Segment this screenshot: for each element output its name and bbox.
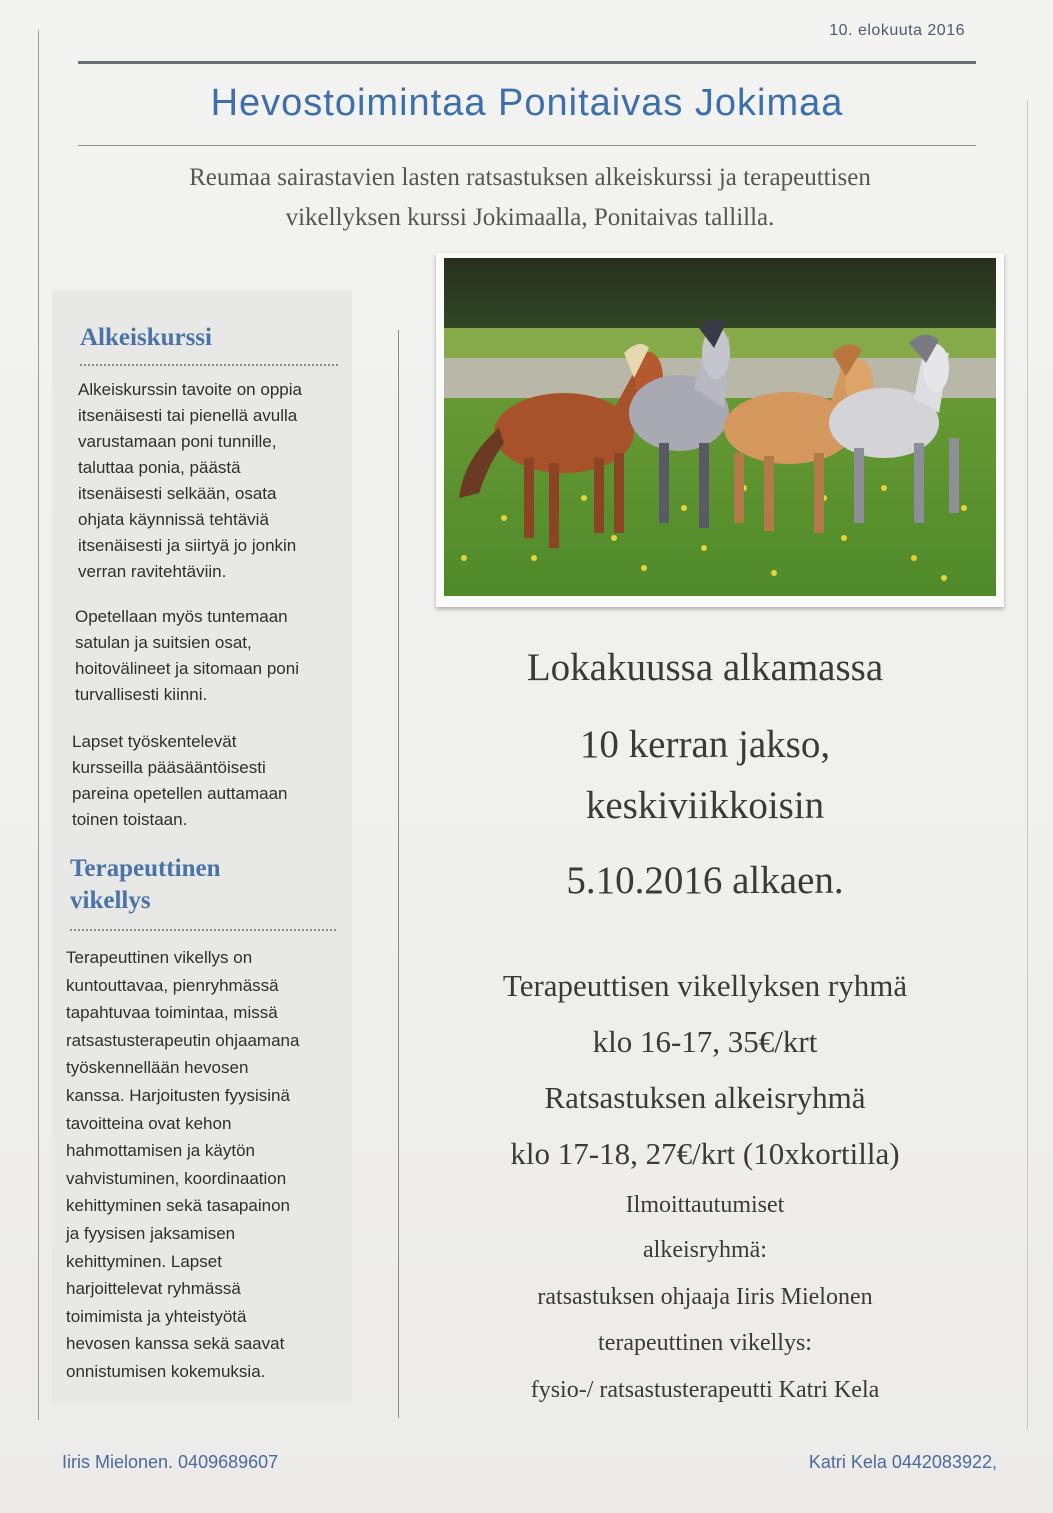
sidebar-paragraph [78,377,302,585]
text-line: Terapeuttinen vikellys on [66,948,253,967]
subtitle-line: Reumaa sairastavien lasten ratsastuksen alkeiskurssi ja terapeuttisen [189,164,871,191]
sidebar-paragraph [75,604,299,708]
ponies-photo [436,253,1004,607]
registration-line: terapeuttinen vikellys: [598,1330,812,1356]
text-line: satulan ja suitsien osat, [75,633,252,652]
group-name: Terapeuttisen vikellyksen ryhmä [502,968,908,1003]
text-line: ratsastusterapeutin ohjaamana [66,1030,300,1050]
subtitle [90,158,970,238]
group-name: Ratsastuksen alkeisryhmä [544,1080,866,1115]
dotted-divider [80,364,338,366]
page-title: Hevostoimintaa Ponitaivas Jokimaa [210,82,844,124]
footer-contact-right: Katri Kela 0442083922, [808,1452,997,1472]
footer-contact-left: Iiris Mielonen. 0409689607 [62,1452,279,1472]
text-line: itsenäisesti tai pienellä avulla [78,406,298,425]
registration-title: Ilmoittautumiset [625,1192,785,1218]
sidebar-paragraph [72,729,288,833]
registration-line: fysio-/ ratsastusterapeutti Katri Kela [530,1377,880,1403]
title-rule [78,145,976,146]
text-line: toimimista ja yhteistyötä [66,1306,247,1326]
text-line: kuntouttavaa, pienryhmässä [66,975,279,995]
text-line: ohjata käynnissä tehtäviä [78,510,269,529]
text-line: kanssa. Harjoitusten fyysisinä [66,1085,290,1105]
text-line: verran ravitehtäviin. [78,562,227,581]
registration-line: alkeisryhmä: [643,1237,767,1263]
registration-line: ratsastuksen ohjaaja Iiris Mielonen [537,1284,873,1310]
text-line: itsenäisesti ja siirtyä jo jonkin [78,536,297,555]
text-line: työskennellään hevosen [66,1058,249,1078]
text-line: toinen toistaan. [72,810,188,829]
subtitle-line: vikellyksen kurssi Jokimaalla, Ponitaivas tallilla. [285,204,775,231]
text-line: onnistumisen kokemuksia. [66,1361,266,1381]
announcement-line: 10 kerran jakso, [579,723,831,766]
text-line: hevosen kanssa sekä saavat [66,1334,285,1354]
text-line: tapahtuvaa toimintaa, missä [66,1003,278,1023]
date-label: 10. elokuuta 2016 [829,22,965,39]
text-line: kehittyminen. Lapset [66,1251,222,1271]
sidebar-heading-alkeiskurssi: Alkeiskurssi [80,324,212,351]
column-divider [398,330,399,1418]
sidebar-heading-vikellys [70,853,220,917]
text-line: varustamaan poni tunnille, [78,432,277,451]
page-right-edge [1027,100,1028,1430]
dotted-divider [70,929,336,931]
text-line: hoitovälineet ja sitomaan poni [75,659,299,678]
heading-line: vikellys [70,887,151,914]
text-line: turvallisesti kiinni. [75,685,208,704]
text-line: kehittyminen sekä tasapainon [66,1196,290,1216]
text-line: Alkeiskurssin tavoite on oppia [78,380,302,399]
text-line: taluttaa ponia, päästä [78,458,241,477]
top-rule [78,61,976,64]
text-line: kursseilla pääsääntöisesti [72,758,266,777]
text-line: hahmottamisen ja käytön [66,1141,255,1161]
text-line: Opetellaan myös tuntemaan [75,607,288,626]
page-left-edge [38,30,39,1420]
text-line: vahvistuminen, koordinaation [66,1168,287,1188]
text-line: Lapset työskentelevät [72,732,237,751]
sidebar-paragraph [66,944,299,1386]
announcement-line: Lokakuussa alkamassa [526,646,884,689]
announcement-line: 5.10.2016 alkaen. [566,859,844,902]
text-line: tavoitteina ovat kehon [66,1113,232,1133]
text-line: itsenäisesti selkään, osata [78,484,277,503]
text-line: pareina opetellen auttamaan [72,784,288,803]
group-time: klo 16-17, 35€/krt [592,1024,818,1059]
announcement-line: keskiviikkoisin [585,784,825,827]
text-line: ja fyysisen jaksamisen [66,1223,236,1243]
text-line: harjoittelevat ryhmässä [66,1279,241,1299]
horses-illustration [444,258,996,596]
heading-line: Terapeuttinen [70,855,221,882]
group-time: klo 17-18, 27€/krt (10xkortilla) [510,1136,900,1171]
